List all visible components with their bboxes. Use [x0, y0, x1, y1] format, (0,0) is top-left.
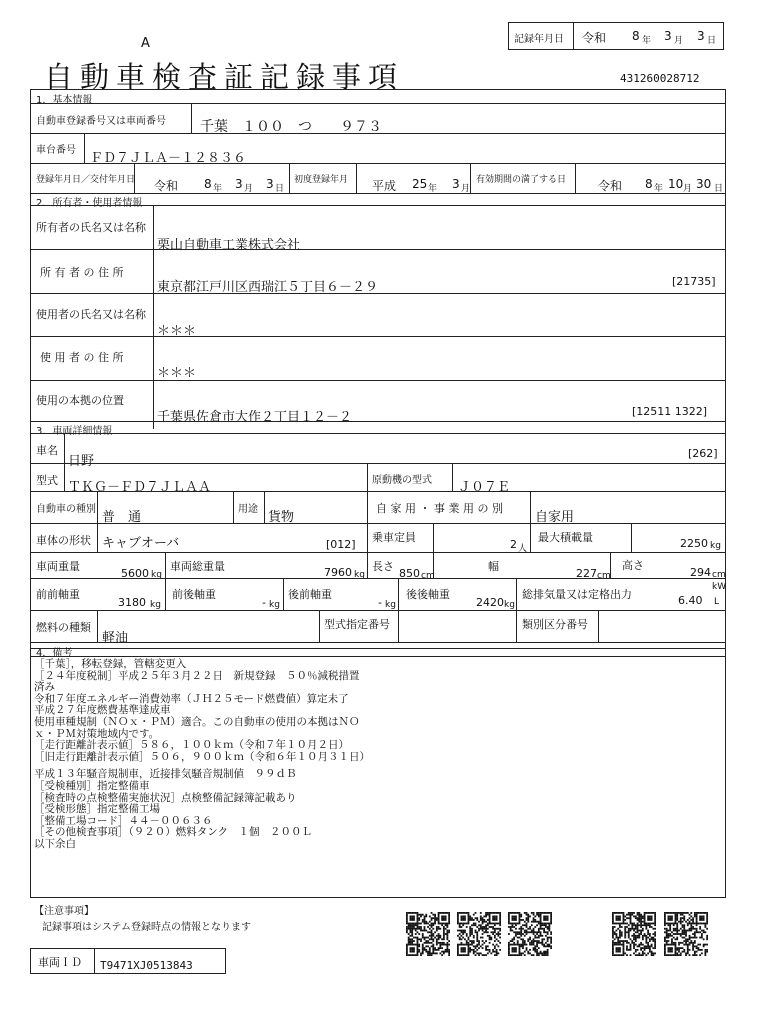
- body-shape-label: 車体の形状: [36, 534, 91, 547]
- rear-rear-axle-label: 後後軸重: [406, 588, 450, 601]
- form-mark: A: [141, 36, 150, 51]
- notes-text: 記録事項はシステム登録時点の情報となります: [42, 922, 251, 933]
- width-value: 227: [576, 567, 597, 580]
- displacement-value: 6.40: [678, 594, 703, 607]
- fuel-type-label: 燃料の種類: [36, 621, 91, 634]
- vehicle-kind-label: 自動車の種別: [36, 504, 96, 515]
- vehicle-weight-label: 車両重量: [36, 560, 80, 573]
- unit-kg: kg: [151, 570, 162, 580]
- max-load-value: 2250: [680, 537, 708, 550]
- rear-rear-axle-value: 2420: [476, 596, 504, 609]
- remark-line: ［受検種別］指定整備車: [34, 779, 150, 792]
- unit-kg: kg: [385, 600, 396, 610]
- user-address-label: 使 用 者 の 住 所: [40, 351, 124, 364]
- first-registration-era: 平成: [372, 179, 397, 193]
- qr-code-2: [457, 912, 501, 956]
- remark-line: ［検査時の点検整備実施状況］点検整備記録簿記載あり: [34, 791, 297, 804]
- type-designation-label: 型式指定番号: [324, 618, 390, 631]
- length-label: 長さ: [372, 560, 394, 573]
- unit-year: 年: [654, 184, 664, 194]
- issue-date-year: 8: [204, 177, 212, 191]
- expiry-date-era: 令和: [598, 179, 623, 193]
- vehicle-weight-value: 5600: [121, 567, 149, 580]
- length-value: 850: [399, 567, 420, 580]
- issue-date-label: 登録年月日／交付年月日: [36, 175, 136, 185]
- record-date-month: 3: [664, 29, 672, 43]
- remark-line: ［整備工場コード］４４－００６３６: [34, 814, 213, 827]
- unit-kw: kW: [712, 582, 727, 592]
- height-value: 294: [690, 566, 711, 579]
- expiry-date-month: 10: [668, 177, 684, 191]
- remark-line: 平成２７年度燃費基準達成車: [34, 704, 171, 717]
- first-registration-label: 初度登録年月: [294, 175, 349, 185]
- height-label: 高さ: [622, 559, 644, 572]
- unit-year: 年: [213, 184, 223, 194]
- owner-address-label: 所 有 者 の 住 所: [40, 266, 124, 279]
- section-owner-heading: 2．所有者・使用者情報: [36, 198, 143, 209]
- unit-day: 日: [707, 36, 717, 46]
- maker-code: [262]: [688, 447, 718, 460]
- unit-persons: 人: [518, 544, 528, 554]
- fuel-type-value: 軽油: [102, 631, 129, 646]
- section-vehicle-heading: 3．車両詳細情報: [36, 426, 113, 437]
- gross-weight-label: 車両総重量: [170, 560, 225, 573]
- vehicle-id-label: 車両ＩＤ: [38, 956, 82, 969]
- chassis-number-label: 車台番号: [36, 145, 76, 156]
- remark-line: ［走行距離計表示値］５８６，１００ｋｍ（令和７年１０月２日）: [34, 739, 349, 752]
- model-label: 型式: [36, 474, 58, 487]
- unit-kg: kg: [150, 600, 161, 610]
- unit-year: 年: [642, 36, 652, 46]
- front-front-axle-label: 前前軸重: [36, 588, 80, 601]
- displacement-label: 総排気量又は定格出力: [522, 588, 632, 601]
- remark-line: 使用車種規制（ＮＯｘ・ＰＭ）適合。この自動車の使用の本拠はＮＯ: [34, 715, 360, 728]
- remarks-list: [34, 659, 370, 851]
- remark-line: 令和７年度エネルギー消費効率（ＪＨ２５モード燃費値）算定未了: [34, 692, 349, 705]
- business-type-label: 自 家 用 ・ 事 業 用 の 別: [376, 502, 503, 515]
- issue-date-month: 3: [235, 177, 243, 191]
- section-basic-heading: 1．基本情報: [36, 95, 93, 106]
- business-type-value: 自家用: [535, 510, 575, 525]
- qr-code-5: [664, 912, 708, 956]
- owner-name-value: 栗山自動車工業株式会社: [157, 238, 301, 253]
- registration-number-value: 千葉 １００ つ ９７３: [200, 119, 382, 135]
- unit-cm: cm: [421, 571, 435, 581]
- remark-line: ［２４年度税制］平成２５年３月２２日 新規登録 ５０％減税措置: [34, 669, 360, 682]
- use-label: 用途: [238, 504, 258, 515]
- unit-kg: kg: [269, 600, 280, 610]
- record-date-year: 8: [632, 29, 640, 43]
- rear-front-axle-value: -: [378, 596, 382, 609]
- rear-front-axle-label: 後前軸重: [288, 588, 332, 601]
- expiry-date-year: 8: [645, 177, 653, 191]
- remark-line: ［旧走行距離計表示値］５０６，９００ｋｍ（令和６年１０月３１日）: [34, 750, 370, 763]
- remark-line: 以下余白: [34, 837, 76, 850]
- qr-code-3: [508, 912, 552, 956]
- page-title: 自動車検査証記録事項: [44, 60, 405, 94]
- unit-month: 月: [461, 184, 471, 194]
- first-registration-year: 25: [412, 177, 428, 191]
- unit-liter: L: [714, 597, 720, 607]
- user-address-value: ＊＊＊: [157, 366, 197, 381]
- unit-kg: kg: [710, 541, 721, 551]
- use-value: 貨物: [268, 510, 295, 525]
- document-number: 431260028712: [620, 72, 700, 85]
- category-number-label: 類別区分番号: [522, 618, 588, 631]
- unit-year: 年: [428, 184, 438, 194]
- engine-model-label: 原動機の型式: [372, 475, 432, 486]
- notes-heading: 【注意事項】: [34, 906, 94, 917]
- vehicle-kind-value: 普 通: [102, 510, 142, 525]
- unit-kg: kg: [354, 570, 365, 580]
- remark-line: ［受検形態］指定整備工場: [34, 803, 160, 816]
- qr-code-1: [406, 912, 450, 956]
- chassis-number-value: ＦＤ７ＪＬＡ－１２８３６: [90, 151, 247, 166]
- unit-month: 月: [683, 184, 693, 194]
- qr-code-4: [612, 912, 656, 956]
- max-load-label: 最大積載量: [538, 531, 593, 544]
- remark-line: ｘ・ＰＭ対策地域内です。: [34, 727, 160, 740]
- remark-line: ［千葉］，移転登録，管轄変更入: [34, 658, 187, 670]
- vehicle-id-value: T9471XJ0513843: [100, 959, 193, 972]
- unit-day: 日: [275, 184, 285, 194]
- remark-line: ［その他検査事項］（９２０）燃料タンク １個 ２００Ｌ: [34, 826, 313, 839]
- unit-kg: kg: [504, 600, 515, 610]
- unit-month: 月: [674, 36, 684, 46]
- model-value: ＴＫＧ－ＦＤ７ＪＬＡＡ: [68, 480, 212, 495]
- base-location-code: [12511 1322]: [632, 405, 708, 418]
- body-shape-value: キャブオーバ: [102, 536, 180, 551]
- section-remarks-heading: 4．備考: [36, 648, 73, 659]
- issue-date-day: 3: [266, 177, 274, 191]
- record-date-day: 3: [697, 29, 705, 43]
- front-rear-axle-value: -: [262, 596, 266, 609]
- user-name-value: ＊＊＊: [157, 324, 197, 339]
- gross-weight-value: 7960: [324, 566, 352, 579]
- remark-line: 平成１３年騒音規制車，近接排気騒音規制値 ９９ｄＢ: [34, 768, 297, 781]
- maker-value: 日野: [68, 454, 95, 469]
- front-rear-axle-label: 前後軸重: [172, 588, 216, 601]
- remark-line: 済み: [34, 681, 55, 694]
- unit-month: 月: [244, 184, 254, 194]
- owner-address-value: 東京都江戸川区西瑞江５丁目６－２９: [157, 280, 379, 295]
- front-front-axle-value: 3180: [118, 596, 146, 609]
- record-date-era: 令和: [582, 31, 607, 45]
- expiry-date-label: 有効期間の満了する日: [476, 175, 567, 185]
- record-date-label: 記録年月日: [514, 34, 564, 45]
- issue-date-era: 令和: [154, 179, 179, 193]
- base-location-value: 千葉県佐倉市大作２丁目１２－２: [157, 410, 353, 425]
- maker-label: 車名: [36, 444, 58, 457]
- base-location-label: 使用の本拠の位置: [36, 394, 124, 407]
- first-registration-month: 3: [452, 177, 460, 191]
- unit-cm: cm: [712, 570, 726, 580]
- registration-number-label: 自動車登録番号又は車両番号: [36, 116, 166, 127]
- expiry-date-day: 30: [696, 177, 712, 191]
- capacity-value: 2: [510, 538, 517, 551]
- user-name-label: 使用者の氏名又は名称: [36, 308, 146, 321]
- unit-cm: cm: [597, 571, 611, 581]
- unit-day: 日: [714, 184, 724, 194]
- body-shape-code: [012]: [326, 538, 356, 551]
- owner-name-label: 所有者の氏名又は名称: [36, 221, 146, 234]
- width-label: 幅: [488, 560, 499, 573]
- engine-model-value: Ｊ０７Ｅ: [458, 480, 511, 495]
- owner-address-code: [21735]: [672, 275, 716, 288]
- capacity-label: 乗車定員: [372, 531, 416, 544]
